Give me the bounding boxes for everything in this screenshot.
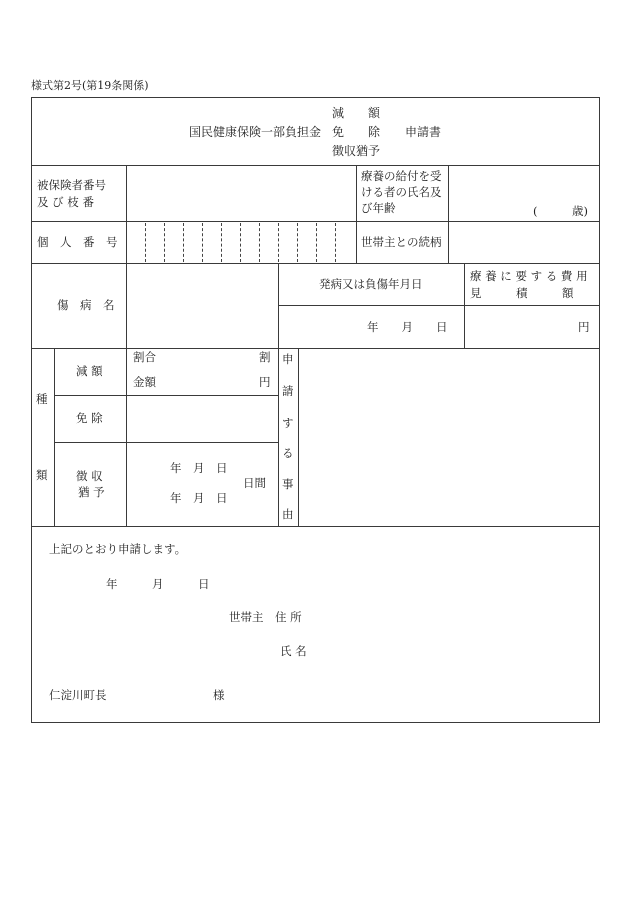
reason-char-1: 申	[282, 352, 294, 366]
my-number-label: 個 人 番 号	[37, 235, 118, 249]
ratio-label: 割合	[133, 350, 156, 364]
recipient-label-3: び年齢	[361, 201, 396, 215]
disease-field[interactable]	[128, 266, 276, 346]
reason-field[interactable]	[300, 351, 597, 524]
insured-number-field[interactable]	[128, 170, 354, 218]
reason-char-5: 事	[282, 477, 294, 491]
cost-estimate-label-2: 見 積 額	[470, 286, 574, 300]
amount-unit: 円	[259, 375, 271, 389]
menjo-label: 免 除	[76, 411, 103, 425]
ratio-unit: 割	[259, 350, 271, 364]
relation-field[interactable]	[450, 224, 598, 261]
choshu-date-to: 年 月 日	[170, 491, 228, 505]
reason-char-4: る	[282, 446, 294, 460]
statement: 上記のとおり申請します。	[49, 542, 187, 556]
cost-yen-unit: 円	[578, 320, 590, 334]
disease-label: 傷 病 名	[57, 298, 115, 312]
choshu-label-1: 徴 収	[76, 469, 103, 483]
title-left: 国民健康保険一部負担金	[189, 125, 322, 139]
table-top-border	[31, 97, 600, 98]
choshu-label-2: 猶 予	[78, 485, 105, 499]
application-date: 年 月 日	[106, 577, 210, 591]
reason-char-2: 請	[282, 384, 294, 398]
gengaku-label: 減 額	[76, 364, 103, 378]
menjo-field[interactable]	[128, 398, 276, 440]
insured-number-label-2: 及 び 枝 番	[37, 195, 94, 209]
title-gengaku: 減 額	[332, 106, 381, 120]
relation-label: 世帯主との続柄	[361, 235, 442, 249]
choshu-days-unit: 日間	[243, 476, 266, 490]
onset-date-units: 年 月 日	[367, 320, 448, 334]
reason-char-3: す	[282, 416, 294, 430]
table-right-border	[599, 97, 600, 723]
recipient-label-1: 療養の給付を受	[361, 169, 442, 183]
insured-number-label-1: 被保険者番号	[37, 178, 106, 192]
choshu-date-from: 年 月 日	[170, 461, 228, 475]
recipient-name-field[interactable]	[450, 168, 598, 202]
age-unit: ( 歳)	[533, 204, 588, 218]
title-right: 申請書	[405, 125, 442, 139]
recipient-label-2: ける者の氏名及	[361, 185, 442, 199]
amount-label: 金額	[133, 375, 156, 389]
onset-date-label: 発病又は負傷年月日	[319, 277, 423, 291]
householder-name-label: 氏 名	[280, 644, 307, 658]
type-char-1: 種	[36, 392, 48, 406]
addressee-sama: 様	[213, 688, 225, 702]
table-bottom-border	[31, 722, 600, 723]
householder-address-label: 世帯主 住 所	[229, 610, 302, 624]
cost-estimate-label-1: 療 養 に 要 す る 費 用	[470, 269, 588, 283]
form-label: 様式第2号(第19条関係)	[31, 79, 149, 92]
title-menjo: 免 除	[332, 125, 381, 139]
title-choshu: 徴収猶予	[332, 144, 381, 158]
table-left-border	[31, 97, 32, 723]
reason-char-6: 由	[282, 507, 294, 521]
type-char-2: 類	[36, 468, 48, 482]
addressee: 仁淀川町長	[49, 688, 107, 702]
